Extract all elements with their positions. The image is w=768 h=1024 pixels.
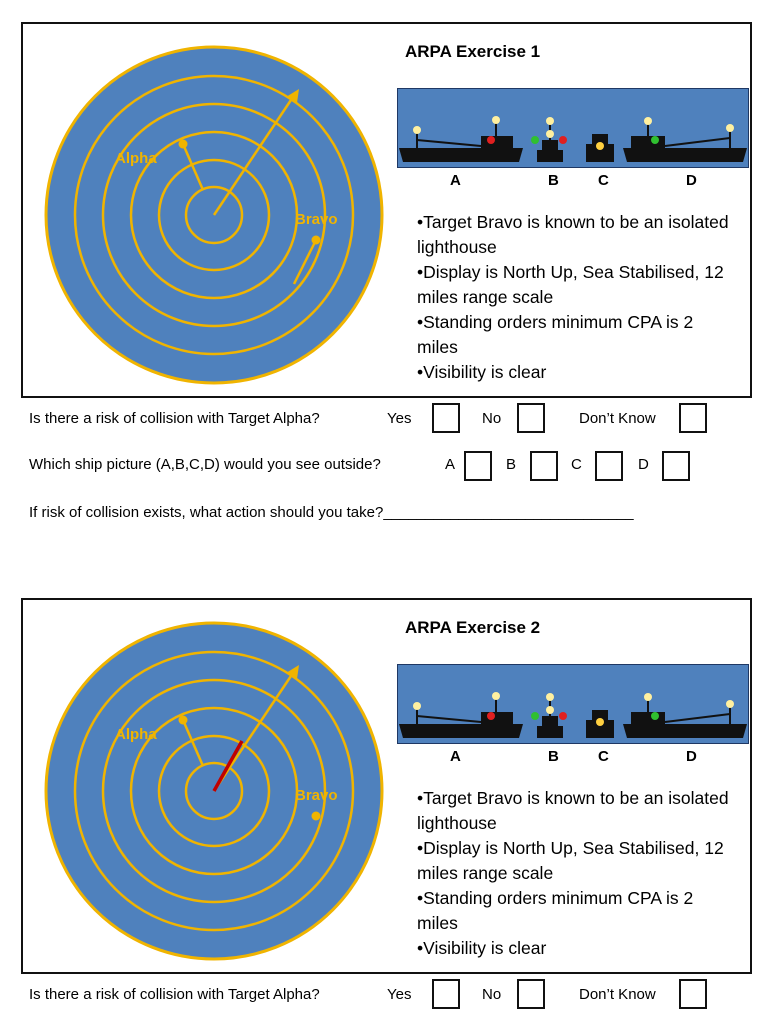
- option-a-label: A: [445, 456, 456, 473]
- option-c-checkbox[interactable]: [595, 451, 623, 481]
- dont-know-label: Don’t Know: [579, 986, 656, 1003]
- condition-item: •Target Bravo is known to be an isolated lighthouse: [417, 788, 729, 833]
- no-checkbox[interactable]: [517, 403, 545, 433]
- condition-item: •Visibility is clear: [417, 362, 547, 382]
- target-alpha-label: Alpha: [115, 726, 157, 743]
- condition-item: •Display is North Up, Sea Stabilised, 12 miles range scale: [417, 838, 724, 883]
- condition-item: •Visibility is clear: [417, 938, 547, 958]
- yes-checkbox[interactable]: [432, 979, 460, 1009]
- no-checkbox[interactable]: [517, 979, 545, 1009]
- dont-know-checkbox[interactable]: [679, 979, 707, 1009]
- no-label: No: [482, 410, 502, 427]
- ship-label-b: B: [548, 748, 559, 765]
- exercise-conditions: [417, 786, 737, 961]
- dont-know-label: Don’t Know: [579, 410, 656, 427]
- option-b-label: B: [506, 456, 517, 473]
- dont-know-checkbox[interactable]: [679, 403, 707, 433]
- ship-label-b: B: [548, 172, 559, 189]
- target-alpha-label: Alpha: [115, 150, 157, 167]
- option-d-label: D: [638, 456, 649, 473]
- condition-item: •Standing orders minimum CPA is 2 miles: [417, 888, 694, 933]
- target-bravo-echo: [312, 812, 321, 821]
- risk-question-text: Is there a risk of collision with Target Alpha?: [29, 986, 320, 1003]
- ship-label-c: C: [598, 172, 609, 189]
- option-c-label: C: [571, 456, 582, 473]
- no-label: No: [482, 986, 502, 1003]
- condition-item: •Standing orders minimum CPA is 2 miles: [417, 312, 694, 357]
- option-d-checkbox[interactable]: [662, 451, 690, 481]
- exercise-title: ARPA Exercise 2: [405, 618, 541, 637]
- option-b-checkbox[interactable]: [530, 451, 558, 481]
- ship-label-d: D: [686, 172, 697, 189]
- condition-item: •Target Bravo is known to be an isolated lighthouse: [417, 212, 729, 257]
- yes-label: Yes: [387, 410, 412, 427]
- risk-question-text: Is there a risk of collision with Target Alpha?: [29, 410, 320, 427]
- target-bravo-label: Bravo: [295, 211, 338, 228]
- option-a-checkbox[interactable]: [464, 451, 492, 481]
- radar-display: [43, 44, 387, 388]
- radar-display: [43, 620, 387, 964]
- ship-label-d: D: [686, 748, 697, 765]
- exercise-title: ARPA Exercise 1: [405, 42, 541, 61]
- ship-question-text: Which ship picture (A,B,C,D) would you see outside?: [29, 456, 381, 473]
- ship-label-a: A: [450, 748, 461, 765]
- ship-label-a: A: [450, 172, 461, 189]
- ship-lights-picture: [397, 664, 749, 744]
- exercise-2-panel: [21, 598, 752, 974]
- ship-lights-picture: [397, 88, 749, 168]
- yes-checkbox[interactable]: [432, 403, 460, 433]
- exercise-1-panel: [21, 22, 752, 398]
- yes-label: Yes: [387, 986, 412, 1003]
- ship-label-c: C: [598, 748, 609, 765]
- condition-item: •Display is North Up, Sea Stabilised, 12 miles range scale: [417, 262, 724, 307]
- target-bravo-label: Bravo: [295, 787, 338, 804]
- action-question-text: If risk of collision exists, what action should you take?______________________________: [29, 504, 634, 521]
- exercise-conditions: [417, 210, 737, 385]
